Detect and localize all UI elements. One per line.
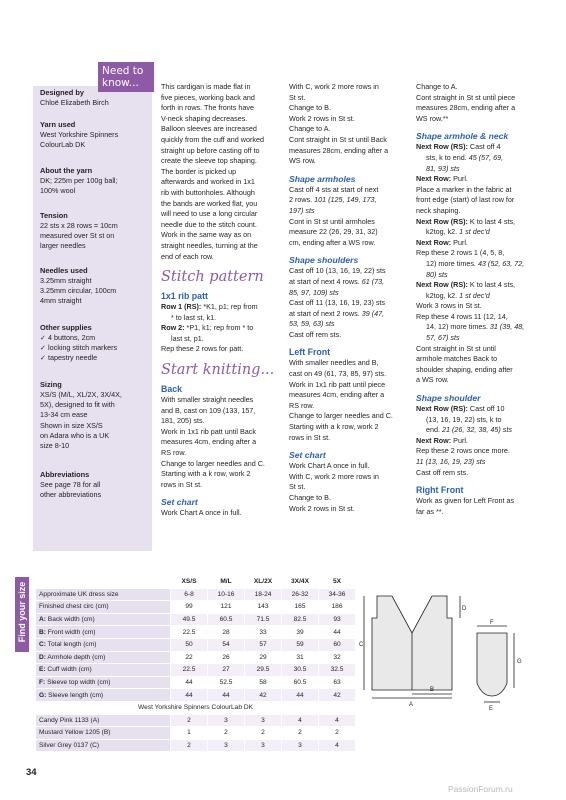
table-row: F: Sleeve top width (cm) 44 52.5 58 60.5 63 — [36, 676, 356, 689]
tension: Tension 22 sts x 28 rows = 10cm measured over St st on larger needles — [40, 211, 118, 251]
column-3: Change to A. Cont straight in St st until piece measures 28cm, ending after a WS row.** Shape armhole & neck Next Row (RS): Cast off 4 sts, k to end. 45 (57, 69, 81, 93) sts Next Row: Purl. Place a marker in the fabric at front edge (start) of last row for neck shaping. Next Row (RS): K to last 4 sts, k2tog, k2. 1 st dec'd Next Row: Purl. Rep these 2 rows 1 (4, 5, 8, 12) more times. 43 (52, 63, 72, 80) sts Next Row (RS): K to last 4 sts, k2tog, k2. 1 st dec'd Work 3 rows in St st. Rep these 4 rows 11 (12, 14, 14, 12) more times. 31 (39, 48, 57, 67) sts Cont straight in St st until armhole matches Back to shoulder shaping, ending after a WS row. Shape shoulder Next Row (RS): Cast off 10 (13, 16, 19, 22) sts, k to end. 21 (26, 32, 38, 45) sts Next Row: Purl. Rep these 2 rows once more. 11 (13, 16, 19, 23) sts Cast off rem sts. Right Front Work as given for Left Front as far as **. — [416, 82, 534, 517]
size-header: XS/S — [171, 576, 208, 589]
table-row: D: Armhole depth (cm) 22 26 29 31 32 — [36, 651, 356, 664]
yarn-header: West Yorkshire Spinners ColourLab DK — [36, 701, 356, 714]
sleeve-outline — [477, 633, 507, 696]
stitch-pattern-heading: Stitch pattern — [161, 269, 264, 286]
rib-patt-heading: 1x1 rib patt — [161, 291, 208, 302]
table-row: B: Front width (cm) 22.5 28 33 39 44 — [36, 626, 356, 639]
table-row: C: Total length (cm) 50 54 57 59 60 — [36, 638, 356, 651]
shape-armhole-neck-heading: Shape armhole & neck — [416, 131, 509, 142]
table-row: Finished chest circ (cm) 99 121 143 165 186 — [36, 601, 356, 614]
start-knitting-heading: Start knitting... — [161, 362, 275, 379]
right-front-heading: Right Front — [416, 485, 464, 496]
label-f: F — [490, 620, 494, 626]
label-d: D — [462, 606, 467, 612]
table-row: Silver Grey 0137 (C) 2 3 3 3 4 — [36, 739, 356, 752]
set-chart-heading: Set chart — [161, 497, 198, 508]
designed-by: Designed by Chloë Elizabeth Birch — [40, 88, 109, 107]
shape-shoulder-heading: Shape shoulder — [416, 393, 481, 404]
column-2: With C, work 2 more rows in St st. Change to B. Work 2 rows in St st. Change to A. Cont straight in St st until Back measures 28cm, ending after a WS row. Shape armholes Cast off 4 sts at start of next 2 rows. 101 (125, 149, 173, 197) sts Cont in St st until armholes measure 22 (26, 29, 31, 32) cm, ending after a WS row. Shape shoulders Cast off 10 (13, 16, 19, 22) sts at start of next 4 rows. 61 (73, 85, 97, 109) sts Cast off 11 (13, 16, 19, 23) sts at start of next 2 rows. 39 (47, 53, 59, 63) sts Cast off rem sts. Left Front With smaller needles and B, cast on 49 (61, 73, 85, 97) sts. Work in 1x1 rib patt until piece measures 4cm, ending after a RS row. Change to larger needles and C. Starting with a k row, work 2 rows in St st. Set chart Work Chart A once in full. With C, work 2 more rows in St st. Change to B. Work 2 rows in St st. — [289, 82, 407, 514]
size-header: M/L — [208, 576, 245, 589]
label-c: C — [359, 642, 364, 648]
needles-used: Needles used 3.25mm straight 3.25mm circular, 100cm 4mm straight — [40, 266, 117, 306]
shape-shoulders-heading: Shape shoulders — [289, 255, 359, 266]
label-g: G — [517, 659, 522, 665]
size-header: XL/2X — [245, 576, 282, 589]
yarn-used: Yarn used West Yorkshire Spinners ColourLab DK — [40, 120, 119, 150]
size-header: 3X/4X — [282, 576, 319, 589]
shape-armholes-heading: Shape armholes — [289, 173, 356, 184]
other-supplies: Other supplies ✓ 4 buttons, 2cm ✓ locking stitch markers ✓ tapestry needle — [40, 323, 118, 363]
table-row: A: Back width (cm) 49.5 60.5 71.5 82.5 93 — [36, 613, 356, 626]
label-e: E — [489, 706, 494, 712]
label-a: A — [409, 702, 414, 708]
back-heading: Back — [161, 384, 183, 395]
label-b: B — [430, 687, 435, 693]
table-row: Mustard Yellow 1205 (B) 1 2 2 2 2 — [36, 727, 356, 740]
sizing: Sizing XS/S (M/L, XL/2X, 3X/4X, 5X), designed to fit with 13-34 cm ease Shown in size XS/S on Adara who is a UK size 8-10 — [40, 380, 122, 451]
table-row: Approximate UK dress size 6-8 10-16 18-24 26-32 34-36 — [36, 588, 356, 601]
table-row: Candy Pink 1133 (A) 2 3 3 4 4 — [36, 714, 356, 727]
garment-schematic — [352, 578, 527, 718]
column-1: This cardigan is made flat in five pieces, working back and forth in rows. The fronts have V-neck shaping decreases. Balloon sleeves are increased quickly from the cuff and worked straight up before casting off to create the sleeve top shaping. The border is picked up afterwards and worked in 1x1 rib with buttonholes. Although the bands are worked flat, you will need to use a long circular needle due to the stitch count. Work in the same way as on straight needles, turning at the end of each row. Stitch pattern 1x1 rib patt Row 1 (RS): *K1, p1; rep from * to last st, k1. Row 2: *P1, k1; rep from * to last st, p1. Rep these 2 rows for patt. Start knitting... Back With smaller straight needles and B, cast on 109 (133, 157, 181, 205) sts. Work in 1x1 rib patt until Back measures 4cm, ending after a RS row. Change to larger needles and C. Starting with a k row, work 2 rows in St st. Set chart Work Chart A once in full. — [161, 82, 279, 519]
about-the-yarn: About the yarn DK; 225m per 100g ball; 100% wool — [40, 166, 118, 196]
size-header: 5X — [319, 576, 356, 589]
watermark: PassionForum.ru — [448, 784, 513, 794]
page-number: 34 — [26, 767, 37, 778]
need-to-know-badge: Need to know... — [98, 62, 154, 92]
table-row: G: Sleeve length (cm) 44 44 42 44 42 — [36, 689, 356, 702]
abbreviations: Abbreviations See page 78 for all other abbreviations — [40, 470, 102, 500]
table-row: E: Cuff width (cm) 22.5 27 29.5 30.5 32.5 — [36, 664, 356, 677]
find-your-size-tab: Find your size — [15, 577, 29, 652]
size-table — [35, 575, 356, 752]
left-front-heading: Left Front — [289, 347, 331, 358]
set-chart-heading-2: Set chart — [289, 450, 326, 461]
